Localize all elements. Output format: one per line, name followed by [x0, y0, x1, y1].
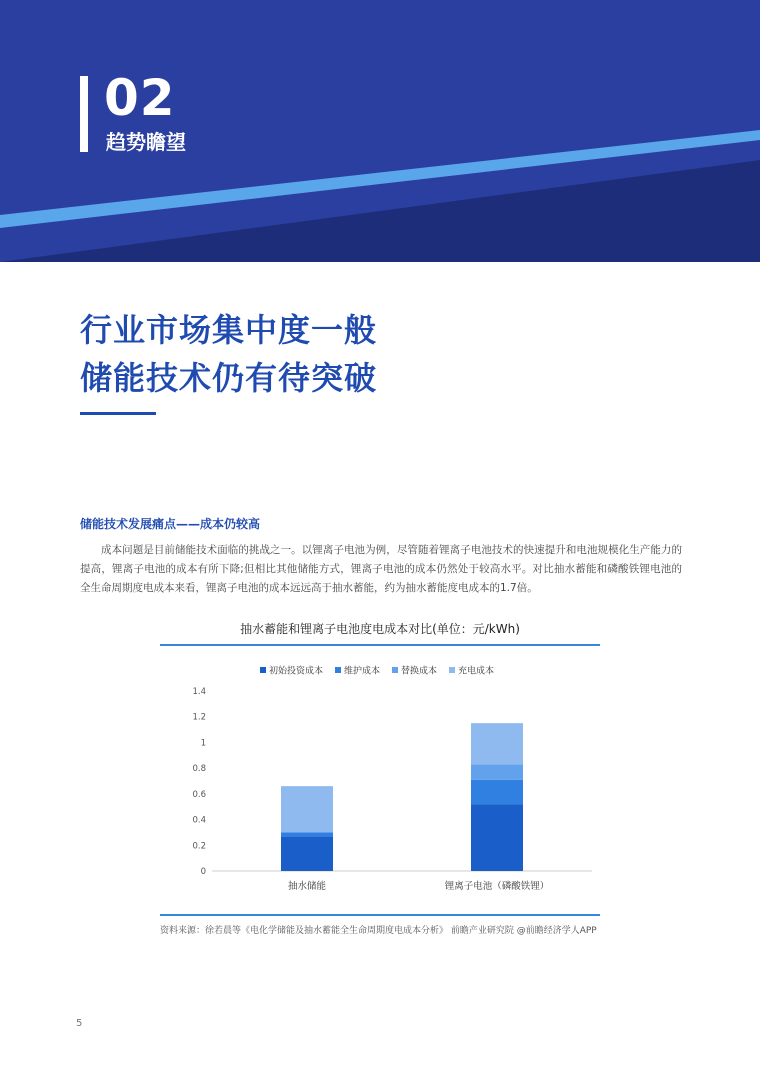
bar-segment	[471, 804, 523, 871]
legend-label: 充电成本	[458, 666, 495, 677]
y-tick-label: 1.4	[192, 687, 206, 697]
y-tick-label: 0.4	[192, 815, 206, 826]
cost-comparison-chart	[160, 648, 600, 910]
legend-swatch	[260, 667, 266, 673]
y-tick-label: 0.8	[192, 764, 206, 775]
bar-segment	[471, 780, 523, 804]
legend-label: 替换成本	[401, 666, 438, 677]
legend-label: 初始投资成本	[269, 666, 324, 677]
legend-label: 维护成本	[344, 666, 381, 677]
chart-title: 抽水蓄能和锂离子电池度电成本对比(单位：元/kWh)	[240, 622, 520, 636]
section-number: 02	[104, 69, 176, 127]
x-tick-label: 锂离子电池（磷酸铁锂）	[444, 881, 550, 892]
legend-swatch	[449, 667, 455, 673]
legend-swatch	[335, 667, 341, 673]
source-note: 资料来源：徐若晨等《电化学储能及抽水蓄能全生命周期度电成本分析》 前瞻产业研究院 @前瞻经济学人APP	[160, 926, 597, 936]
y-tick-label: 0.2	[192, 841, 206, 852]
y-tick-label: 1	[200, 738, 206, 749]
legend-swatch	[392, 667, 398, 673]
page-number: 5	[76, 1018, 83, 1029]
y-tick-label: 1.2	[192, 712, 206, 723]
bar-segment	[281, 786, 333, 832]
chart-top-rule	[160, 644, 600, 646]
bar-segment	[471, 764, 523, 779]
page-headline	[80, 306, 377, 402]
header-banner	[0, 0, 760, 262]
section-name: 趋势瞻望	[106, 130, 186, 154]
bar-segment	[281, 836, 333, 871]
body-paragraph: 成本问题是目前储能技术面临的挑战之一。以锂离子电池为例，尽管随着锂离子电池技术的快速提升和电池规模化生产能力的提高，锂离子电池的成本有所下降;但相比其他储能方式，锂离子电池的成本仍然处于较高水平。对比抽水蓄能和磷酸铁锂电池的全生命周期度电成本来看，锂离子电池的成本远远高于抽水蓄能，约为抽水蓄能度电成本的1.7倍。	[80, 544, 682, 594]
y-tick-label: 0.6	[192, 789, 206, 800]
headline-underline	[80, 412, 156, 415]
y-tick-label: 0	[200, 867, 206, 877]
section-accent-bar	[80, 76, 88, 152]
headline-line-2: 储能技术仍有待突破	[80, 359, 378, 397]
headline-line-1: 行业市场集中度一般	[80, 311, 378, 349]
x-tick-label: 抽水储能	[287, 881, 327, 892]
bar-segment	[281, 832, 333, 836]
subheading: 储能技术发展痛点——成本仍较高	[80, 517, 261, 531]
bar-segment	[471, 723, 523, 764]
chart-bottom-rule	[160, 914, 600, 916]
